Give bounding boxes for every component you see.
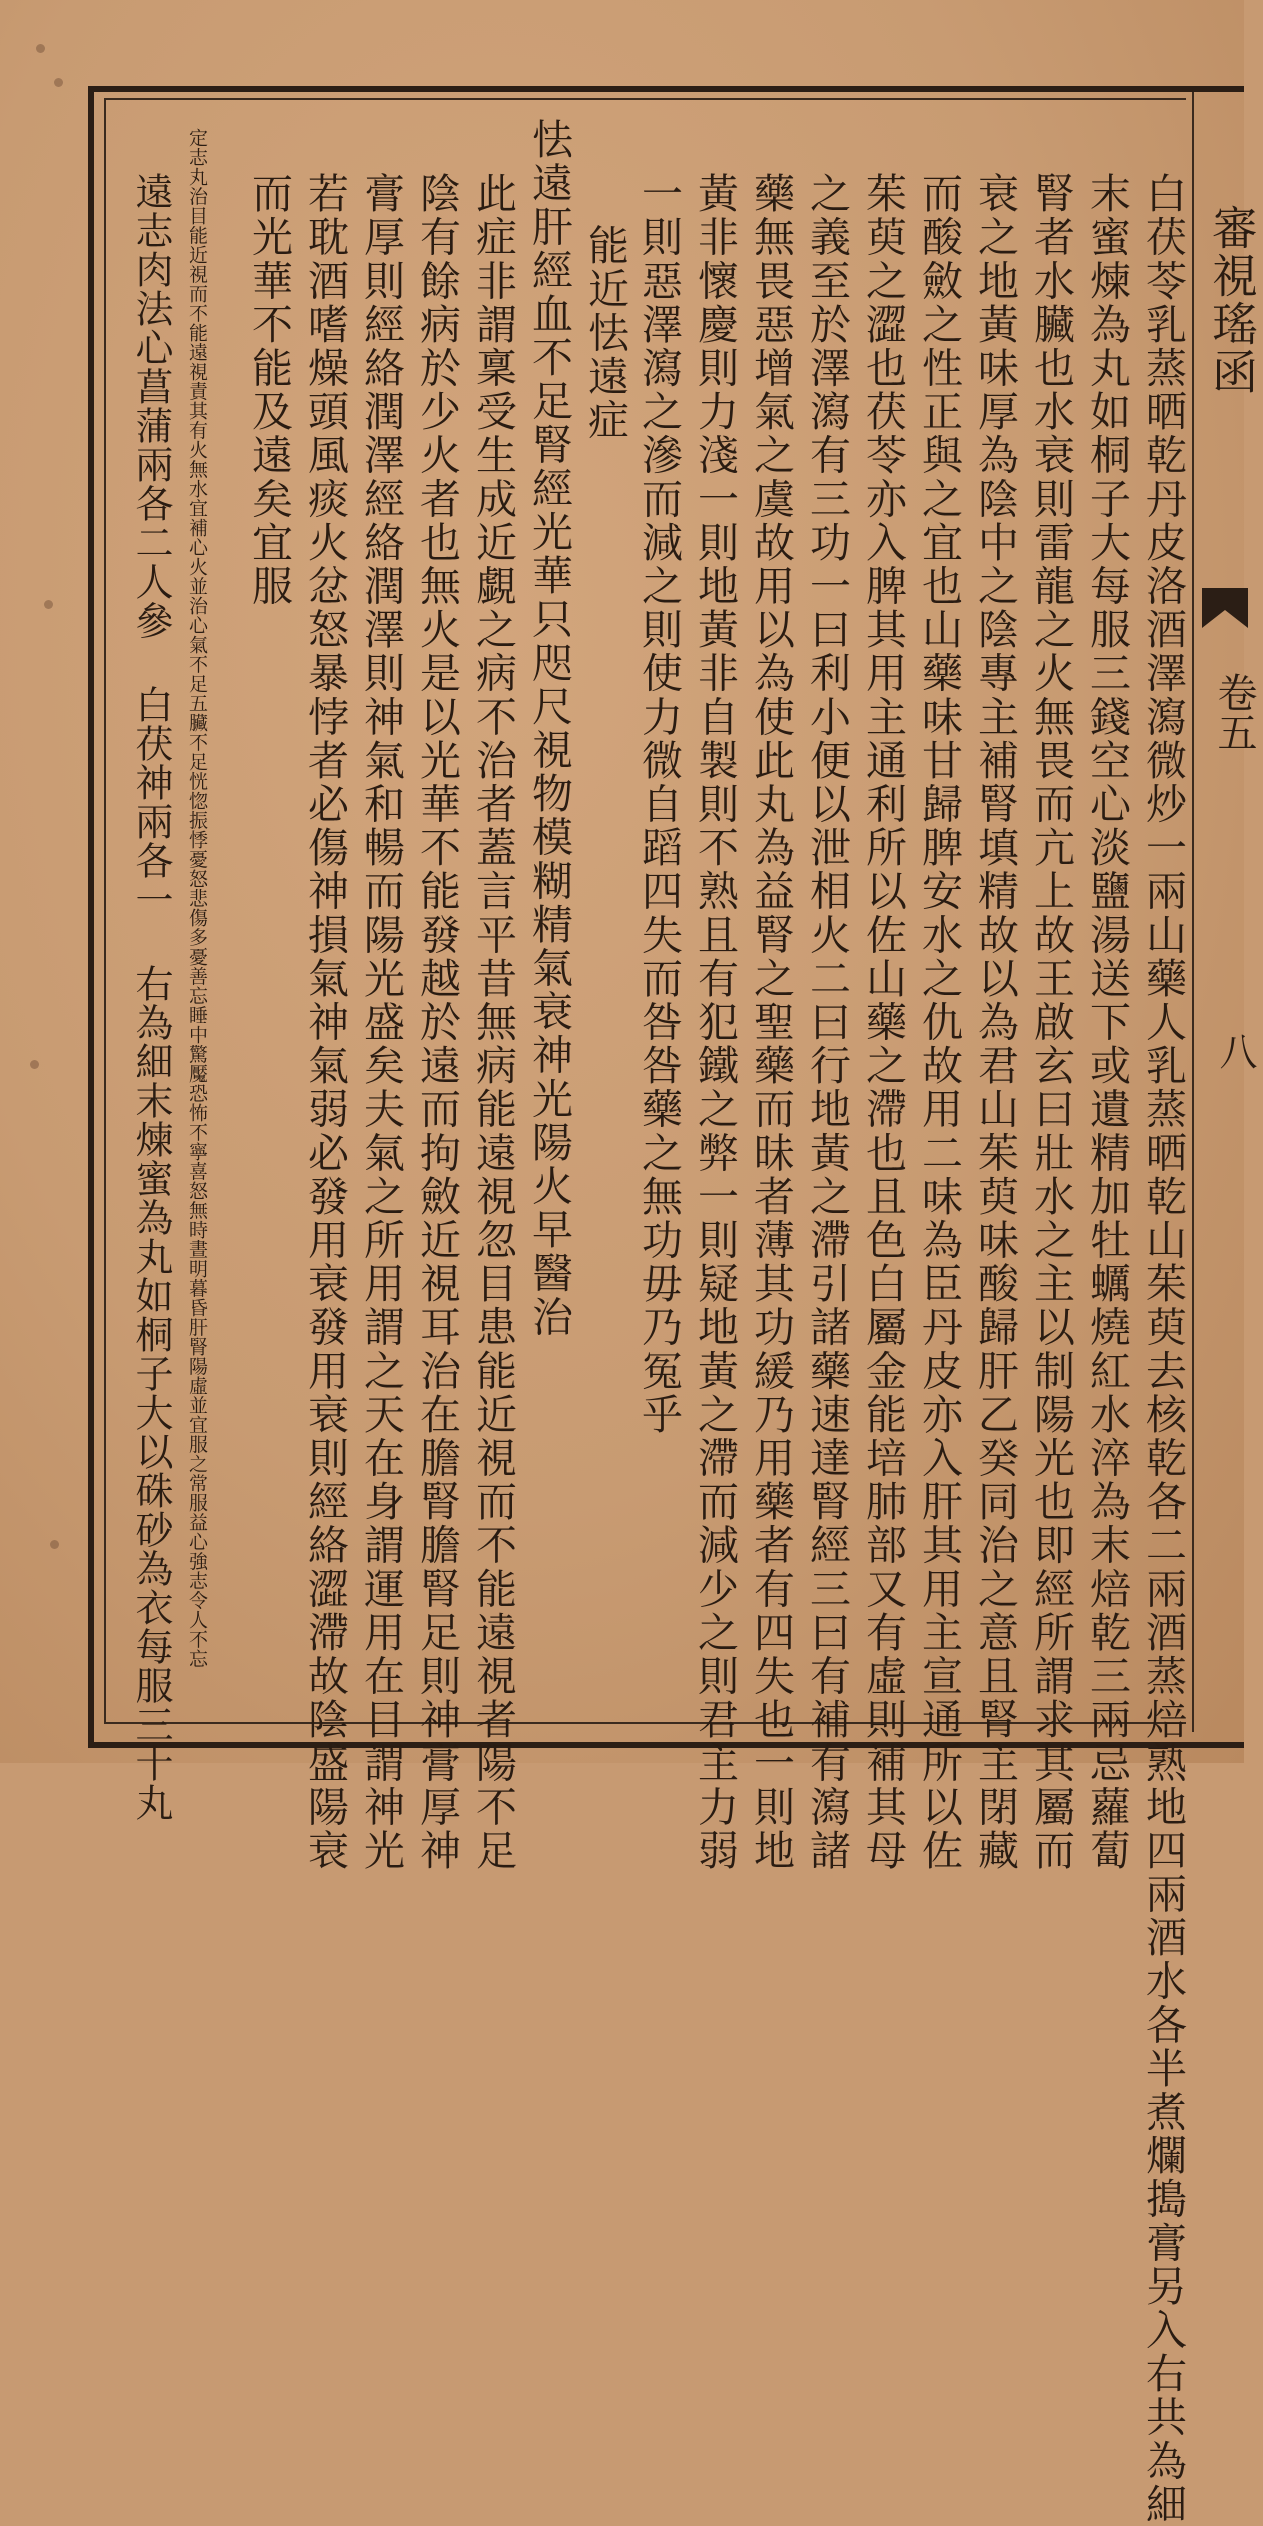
text-column: 此症非謂稟受生成近覷之病不治者蓋言平昔無病能遠視忽目患能近視而不能遠視者陽不足 xyxy=(469,172,517,1873)
paper-stain xyxy=(50,1540,59,1549)
page-number: 八 xyxy=(1213,1032,1257,1070)
prescription-note-column: 定志丸治目能近視而不能遠視責其有火無水宜補心火並治心氣不足五臟不足恍惚振悸憂怒悲傷多憂善忘睡中驚魘恐怖不寧喜怒無時晝明暮昏肝腎陽虛並宜服之常服益心強志令人不忘 xyxy=(186,128,208,1669)
text-column: 白茯苓乳蒸晒乾丹皮洛酒澤瀉微炒一兩山藥人乳蒸晒乾山茱萸去核乾各二兩酒蒸焙熟地四兩酒水各半煮爛搗膏另入右共為細 xyxy=(1139,172,1187,2526)
text-column: 而光華不能及遠矣宜服 xyxy=(245,172,293,608)
paper-stain xyxy=(36,44,45,53)
text-column: 腎者水臟也水衰則雷龍之火無畏而亢上故王啟玄曰壯水之主以制陽光也即經所謂求其屬而 xyxy=(1027,172,1075,1873)
text-column: 茱萸之澀也茯苓亦入脾其用主通利所以佐山藥之滯也且色白屬金能培肺部又有虛則補其母 xyxy=(859,172,907,1873)
text-column: 衰之地黃味厚為陰中之陰專主補腎填精故以為君山茱萸味酸歸肝乙癸同治之意且腎主閉藏 xyxy=(971,172,1019,1873)
paper-stain xyxy=(54,78,63,87)
block-center-margin xyxy=(1192,92,1259,1732)
text-column: 而酸斂之性正與之宜也山藥味甘歸脾安水之仇故用二味為臣丹皮亦入肝其用主宣通所以佐 xyxy=(915,172,963,1873)
text-column: 藥無畏惡增氣之虞故用以為使此丸為益腎之聖藥而昧者薄其功緩乃用藥者有四失也一則地 xyxy=(747,172,795,1873)
fish-tail-mark xyxy=(1202,588,1248,628)
book-title: 審視瑤函 xyxy=(1205,204,1259,396)
text-column: 黃非懷慶則力淺一則地黃非自製則不熟且有犯鐵之弊一則疑地黃之滯而減少之則君主力弱 xyxy=(691,172,739,1873)
section-heading: 能近怯遠症 xyxy=(581,224,629,442)
paper-stain xyxy=(30,1060,39,1069)
text-column: 一則惡澤瀉之滲而減之則使力微自蹈四失而咎咎藥之無功毋乃冤乎 xyxy=(635,172,683,1437)
text-column: 陰有餘病於少火者也無火是以光華不能發越於遠而拘斂近視耳治在膽腎膽腎足則神膏厚神 xyxy=(413,172,461,1873)
text-column: 膏厚則經絡潤澤經絡潤澤則神氣和暢而陽光盛矣夫氣之所用謂之天在身謂運用在目謂神光 xyxy=(357,172,405,1873)
verse-column: 怯遠肝經血不足腎經光華只咫尺視物模糊精氣衰神光陽火早醫治 xyxy=(525,118,573,1339)
prescription-column: 遠志肉法心菖蒲兩各二人參 白茯神兩各一 右為細末煉蜜為丸如桐子大以硃砂為衣每服三十丸 xyxy=(129,172,173,1822)
text-column: 之義至於澤瀉有三功一曰利小便以泄相火二曰行地黃之滯引諸藥速達腎經三曰有補有瀉諸 xyxy=(803,172,851,1873)
volume-label: 卷五 xyxy=(1211,672,1257,752)
text-column: 末蜜煉為丸如桐子大每服三錢空心淡鹽湯送下或遺精加牡蠣燒紅水淬為末焙乾三兩忌蘿蔔 xyxy=(1083,172,1131,1873)
text-column: 若耽酒嗜燥頭風痰火忿怒暴悖者必傷神損氣神氣弱必發用衰發用衰則經絡澀滯故陰盛陽衰 xyxy=(301,172,349,1873)
paper-stain xyxy=(44,600,53,609)
